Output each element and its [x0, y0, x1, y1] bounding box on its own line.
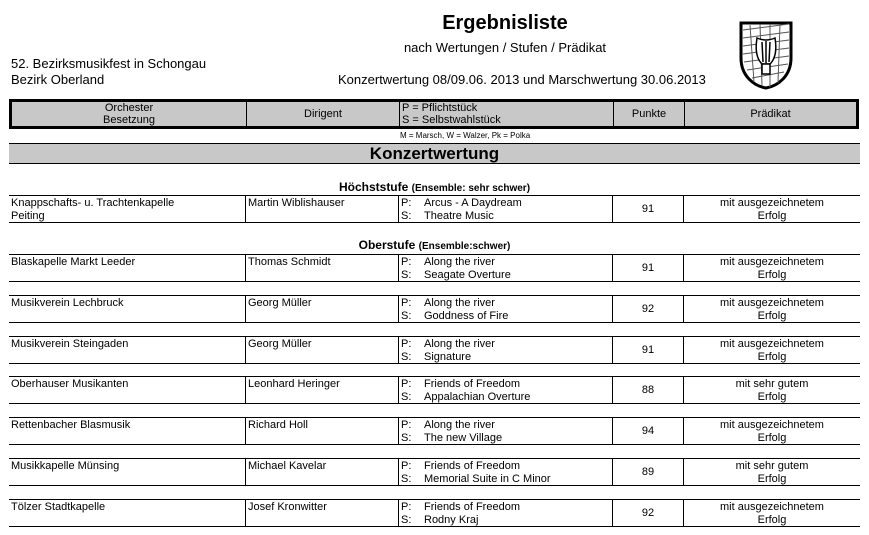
conductor-cell: Martin Wiblishauser: [246, 196, 399, 222]
rating-line1: mit ausgezeichnetem: [720, 197, 824, 209]
orchestra-name: Musikverein Lechbruck: [11, 297, 124, 309]
orchestra-cell: [9, 377, 246, 403]
orchestra-name: Tölzer Stadtkapelle: [11, 501, 106, 513]
coat-of-arms-icon: [738, 20, 794, 90]
page-title: Ergebnisliste: [442, 12, 568, 34]
table-row: [9, 254, 860, 282]
rating-line2: Erfolg: [757, 310, 787, 322]
rating-line1: mit ausgezeichnetem: [720, 338, 824, 350]
table-row: [9, 195, 860, 223]
rating-line2: Erfolg: [757, 391, 787, 403]
level-name: Höchststufe: [338, 180, 409, 194]
level-note: (Ensemble: sehr schwer): [411, 183, 531, 194]
points-cell: 92: [613, 500, 684, 526]
column-header-pieces-line2: S = Selbstwahlstück: [402, 114, 501, 126]
pieces-cell: [399, 500, 613, 526]
own-choice-piece: The new Village: [424, 432, 503, 444]
own-choice-label: S:: [401, 514, 412, 526]
compulsory-piece: Along the river: [424, 256, 495, 268]
conductor-cell: Josef Kronwitter: [246, 500, 399, 526]
table-row: [9, 417, 860, 445]
district-name: Bezirk Oberland: [11, 72, 105, 87]
conductor-cell: Leonhard Heringer: [246, 377, 399, 403]
compulsory-label: P:: [401, 297, 412, 309]
own-choice-piece: Theatre Music: [424, 210, 494, 222]
rating-line1: mit sehr gutem: [735, 460, 809, 472]
pieces-cell: [399, 418, 613, 444]
conductor-cell: Michael Kavelar: [246, 459, 399, 485]
points-cell: 94: [613, 418, 684, 444]
orchestra-cell: [9, 255, 246, 281]
rating-cell: [684, 377, 860, 403]
compulsory-label: P:: [401, 419, 412, 431]
compulsory-label: P:: [401, 460, 412, 472]
legend: M = Marsch, W = Walzer, Pk = Polka: [400, 131, 531, 140]
conductor-cell: Thomas Schmidt: [246, 255, 399, 281]
rating-line1: mit ausgezeichnetem: [720, 419, 824, 431]
table-row: [9, 376, 860, 404]
rating-line1: mit ausgezeichnetem: [720, 501, 824, 513]
compulsory-piece: Along the river: [424, 338, 495, 350]
compulsory-piece: Along the river: [424, 419, 495, 431]
points-cell: 88: [613, 377, 684, 403]
rating-line1: mit sehr gutem: [735, 378, 809, 390]
own-choice-label: S:: [401, 391, 412, 403]
compulsory-label: P:: [401, 378, 412, 390]
own-choice-piece: Rodny Kraj: [424, 514, 479, 526]
table-row: [9, 499, 860, 527]
own-choice-label: S:: [401, 351, 412, 363]
rating-cell: [684, 296, 860, 322]
orchestra-name: Blaskapelle Markt Leeder: [11, 256, 136, 268]
table-row: [9, 458, 860, 486]
table-row: [9, 336, 860, 364]
competition-dates: Konzertwertung 08/09.06. 2013 und Marschwertung 30.06.2013: [338, 72, 706, 87]
compulsory-label: P:: [401, 197, 412, 209]
rating-line1: mit ausgezeichnetem: [720, 256, 824, 268]
points-cell: 92: [613, 296, 684, 322]
level-note: (Ensemble:schwer): [418, 241, 511, 252]
level-heading: [0, 180, 869, 194]
own-choice-piece: Signature: [424, 351, 472, 363]
pieces-cell: [399, 459, 613, 485]
compulsory-piece: Friends of Freedom: [424, 460, 520, 472]
orchestra-name: Musikkapelle Münsing: [11, 460, 120, 472]
compulsory-label: P:: [401, 256, 412, 268]
compulsory-label: P:: [401, 338, 412, 350]
conductor-cell: Georg Müller: [246, 337, 399, 363]
compulsory-piece: Along the river: [424, 297, 495, 309]
pieces-cell: [399, 196, 613, 222]
compulsory-piece: Friends of Freedom: [424, 378, 520, 390]
own-choice-piece: Appalachian Overture: [424, 391, 531, 403]
rating-cell: [684, 459, 860, 485]
own-choice-label: S:: [401, 310, 412, 322]
orchestra-cell: [9, 337, 246, 363]
rating-cell: [684, 500, 860, 526]
orchestra-cell: [9, 500, 246, 526]
pieces-cell: [399, 255, 613, 281]
orchestra-name: Rettenbacher Blasmusik: [11, 419, 131, 431]
orchestra-cell: [9, 296, 246, 322]
own-choice-piece: Goddness of Fire: [424, 310, 509, 322]
own-choice-label: S:: [401, 473, 412, 485]
page-subtitle: nach Wertungen / Stufen / Prädikat: [403, 40, 607, 55]
column-header-points: Punkte: [614, 102, 685, 126]
column-header-orchestra-line2: Besetzung: [103, 114, 155, 126]
level-name: Oberstufe: [358, 238, 416, 252]
points-cell: 91: [613, 337, 684, 363]
table-row: [9, 295, 860, 323]
own-choice-piece: Memorial Suite in C Minor: [424, 473, 551, 485]
rating-cell: [684, 418, 860, 444]
own-choice-label: S:: [401, 432, 412, 444]
compulsory-label: P:: [401, 501, 412, 513]
points-cell: 91: [613, 255, 684, 281]
column-header-orchestra: [12, 102, 247, 126]
orchestra-cell: [9, 459, 246, 485]
pieces-cell: [399, 337, 613, 363]
rating-line2: Erfolg: [757, 432, 787, 444]
rating-line2: Erfolg: [757, 473, 787, 485]
points-cell: 89: [613, 459, 684, 485]
column-header-conductor: Dirigent: [247, 102, 400, 126]
rating-cell: [684, 196, 860, 222]
conductor-cell: Georg Müller: [246, 296, 399, 322]
column-header-pieces-line1: P = Pflichtstück: [402, 102, 478, 114]
rating-line2: Erfolg: [757, 351, 787, 363]
event-name: 52. Bezirksmusikfest in Schongau: [11, 56, 207, 71]
level-heading: [0, 238, 869, 252]
rating-line2: Erfolg: [757, 210, 787, 222]
pieces-cell: [399, 296, 613, 322]
orchestra-cell: [9, 196, 246, 222]
rating-cell: [684, 337, 860, 363]
own-choice-label: S:: [401, 210, 412, 222]
compulsory-piece: Friends of Freedom: [424, 501, 520, 513]
rating-cell: [684, 255, 860, 281]
orchestra-name-cont: Peiting: [11, 210, 45, 222]
orchestra-name: Musikverein Steingaden: [11, 338, 129, 350]
pieces-cell: [399, 377, 613, 403]
conductor-cell: Richard Holl: [246, 418, 399, 444]
compulsory-piece: Arcus - A Daydream: [424, 197, 522, 209]
own-choice-label: S:: [401, 269, 412, 281]
section-title: Konzertwertung: [9, 143, 860, 164]
points-cell: 91: [613, 196, 684, 222]
column-header-orchestra-line1: Orchester: [104, 102, 154, 114]
own-choice-piece: Seagate Overture: [424, 269, 511, 281]
column-header-rating: Prädikat: [750, 108, 791, 120]
column-header-pieces: [400, 102, 614, 126]
rating-line2: Erfolg: [757, 514, 787, 526]
orchestra-cell: [9, 418, 246, 444]
table-header: [9, 99, 859, 129]
rating-line2: Erfolg: [757, 269, 787, 281]
orchestra-name: Oberhauser Musikanten: [11, 378, 129, 390]
orchestra-name: Knappschafts- u. Trachtenkapelle: [11, 197, 175, 209]
rating-line1: mit ausgezeichnetem: [720, 297, 824, 309]
